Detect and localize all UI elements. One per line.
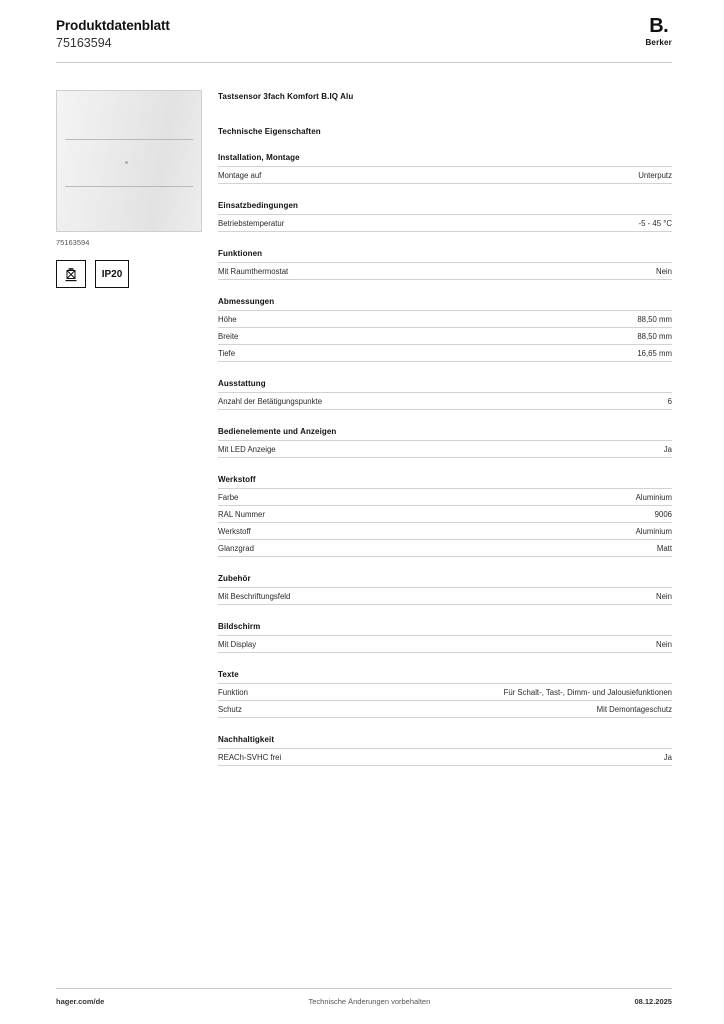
product-image-column [56, 90, 204, 288]
specification-column [218, 92, 672, 766]
spec-group-title: Werkstoff [218, 475, 256, 484]
spec-label: Werkstoff [218, 526, 251, 536]
technical-properties-heading: Technische Eigenschaften [218, 127, 321, 136]
spec-value: Nein [655, 266, 672, 276]
spec-label: Mit Beschriftungsfeld [218, 591, 291, 601]
spec-label: Schutz [218, 704, 242, 714]
spec-group [218, 735, 672, 766]
product-name: Tastsensor 3fach Komfort B.IQ Alu [218, 92, 354, 101]
rocker-divider-top [65, 139, 193, 140]
spec-group-title: Bildschirm [218, 622, 261, 631]
title-block [56, 18, 170, 51]
product-image-caption: 75163594 [56, 238, 90, 247]
spec-group [218, 249, 672, 280]
spec-value: -5 - 45 °C [638, 218, 672, 228]
footer-disclaimer: Technische Änderungen vorbehalten [308, 997, 431, 1006]
page-header [56, 15, 672, 51]
spec-group [218, 201, 672, 232]
led-indicator-icon [125, 161, 128, 164]
spec-group-title: Texte [218, 670, 239, 679]
spec-value: Mit Demontageschutz [596, 704, 672, 714]
spec-value: Aluminium [635, 526, 672, 536]
table-row [218, 683, 672, 700]
spec-label: Farbe [218, 492, 239, 502]
footer-date: 08.12.2025 [634, 997, 672, 1006]
page-footer [56, 997, 672, 1006]
spec-value: 9006 [654, 509, 672, 519]
spec-group [218, 153, 672, 184]
brand-mark: B. [649, 15, 669, 37]
spec-value: 88,50 mm [637, 331, 672, 341]
spec-group-title: Nachhaltigkeit [218, 735, 275, 744]
spec-group-title: Abmessungen [218, 297, 275, 306]
brand-logo [645, 16, 672, 47]
brand-name: Berker [645, 38, 672, 47]
spec-value: Nein [655, 639, 672, 649]
spec-group [218, 622, 672, 653]
spec-value: Aluminium [635, 492, 672, 502]
spec-group-title: Bedienelemente und Anzeigen [218, 427, 337, 436]
spec-group-title: Installation, Montage [218, 153, 300, 162]
spec-label: Funktion [218, 687, 248, 697]
certification-badges [56, 260, 204, 288]
table-row [218, 440, 672, 458]
table-row [218, 310, 672, 327]
table-row [218, 748, 672, 766]
spec-label: Mit Display [218, 639, 257, 649]
header-divider [56, 62, 672, 63]
table-row [218, 539, 672, 557]
spec-label: RAL Nummer [218, 509, 265, 519]
table-row [218, 700, 672, 718]
spec-value: Nein [655, 591, 672, 601]
spec-group [218, 574, 672, 605]
spec-label: Höhe [218, 314, 237, 324]
spec-label: Mit LED Anzeige [218, 444, 276, 454]
table-row [218, 392, 672, 410]
ip-rating-badge: IP20 [95, 260, 129, 288]
table-row [218, 214, 672, 232]
spec-value: 6 [667, 396, 672, 406]
product-photo [56, 90, 202, 232]
spec-value: 88,50 mm [637, 314, 672, 324]
spec-value: 16,65 mm [637, 348, 672, 358]
spec-group [218, 475, 672, 557]
table-row [218, 635, 672, 653]
spec-value: Ja [663, 444, 672, 454]
table-row [218, 505, 672, 522]
spec-label: Montage auf [218, 170, 262, 180]
spec-value: Matt [656, 543, 672, 553]
spec-group-title: Zubehör [218, 574, 251, 583]
spec-label: Breite [218, 331, 239, 341]
weee-crossed-out-bin-icon [56, 260, 86, 288]
table-row [218, 327, 672, 344]
spec-label: Mit Raumthermostat [218, 266, 289, 276]
spec-group-title: Einsatzbedingungen [218, 201, 299, 210]
spec-group [218, 297, 672, 362]
table-row [218, 587, 672, 605]
footer-website-link[interactable]: hager.com/de [56, 997, 105, 1006]
table-row [218, 262, 672, 280]
spec-group-title: Ausstattung [218, 379, 266, 388]
rocker-divider-bottom [65, 186, 193, 187]
spec-value: Ja [663, 752, 672, 762]
spec-label: REACh-SVHC frei [218, 752, 282, 762]
footer-divider [56, 988, 672, 989]
spec-label: Anzahl der Betätigungspunkte [218, 396, 323, 406]
table-row [218, 166, 672, 184]
table-row [218, 522, 672, 539]
table-row [218, 344, 672, 362]
page-title: Produktdatenblatt [56, 18, 170, 33]
spec-group-title: Funktionen [218, 249, 263, 258]
spec-group [218, 670, 672, 718]
spec-label: Glanzgrad [218, 543, 254, 553]
spec-value: Für Schalt-, Tast-, Dimm- und Jalousiefunktionen [503, 687, 672, 697]
article-number: 75163594 [56, 36, 112, 50]
spec-group [218, 427, 672, 458]
table-row [218, 488, 672, 505]
spec-group [218, 379, 672, 410]
spec-label: Betriebstemperatur [218, 218, 285, 228]
spec-value: Unterputz [638, 170, 672, 180]
spec-label: Tiefe [218, 348, 236, 358]
